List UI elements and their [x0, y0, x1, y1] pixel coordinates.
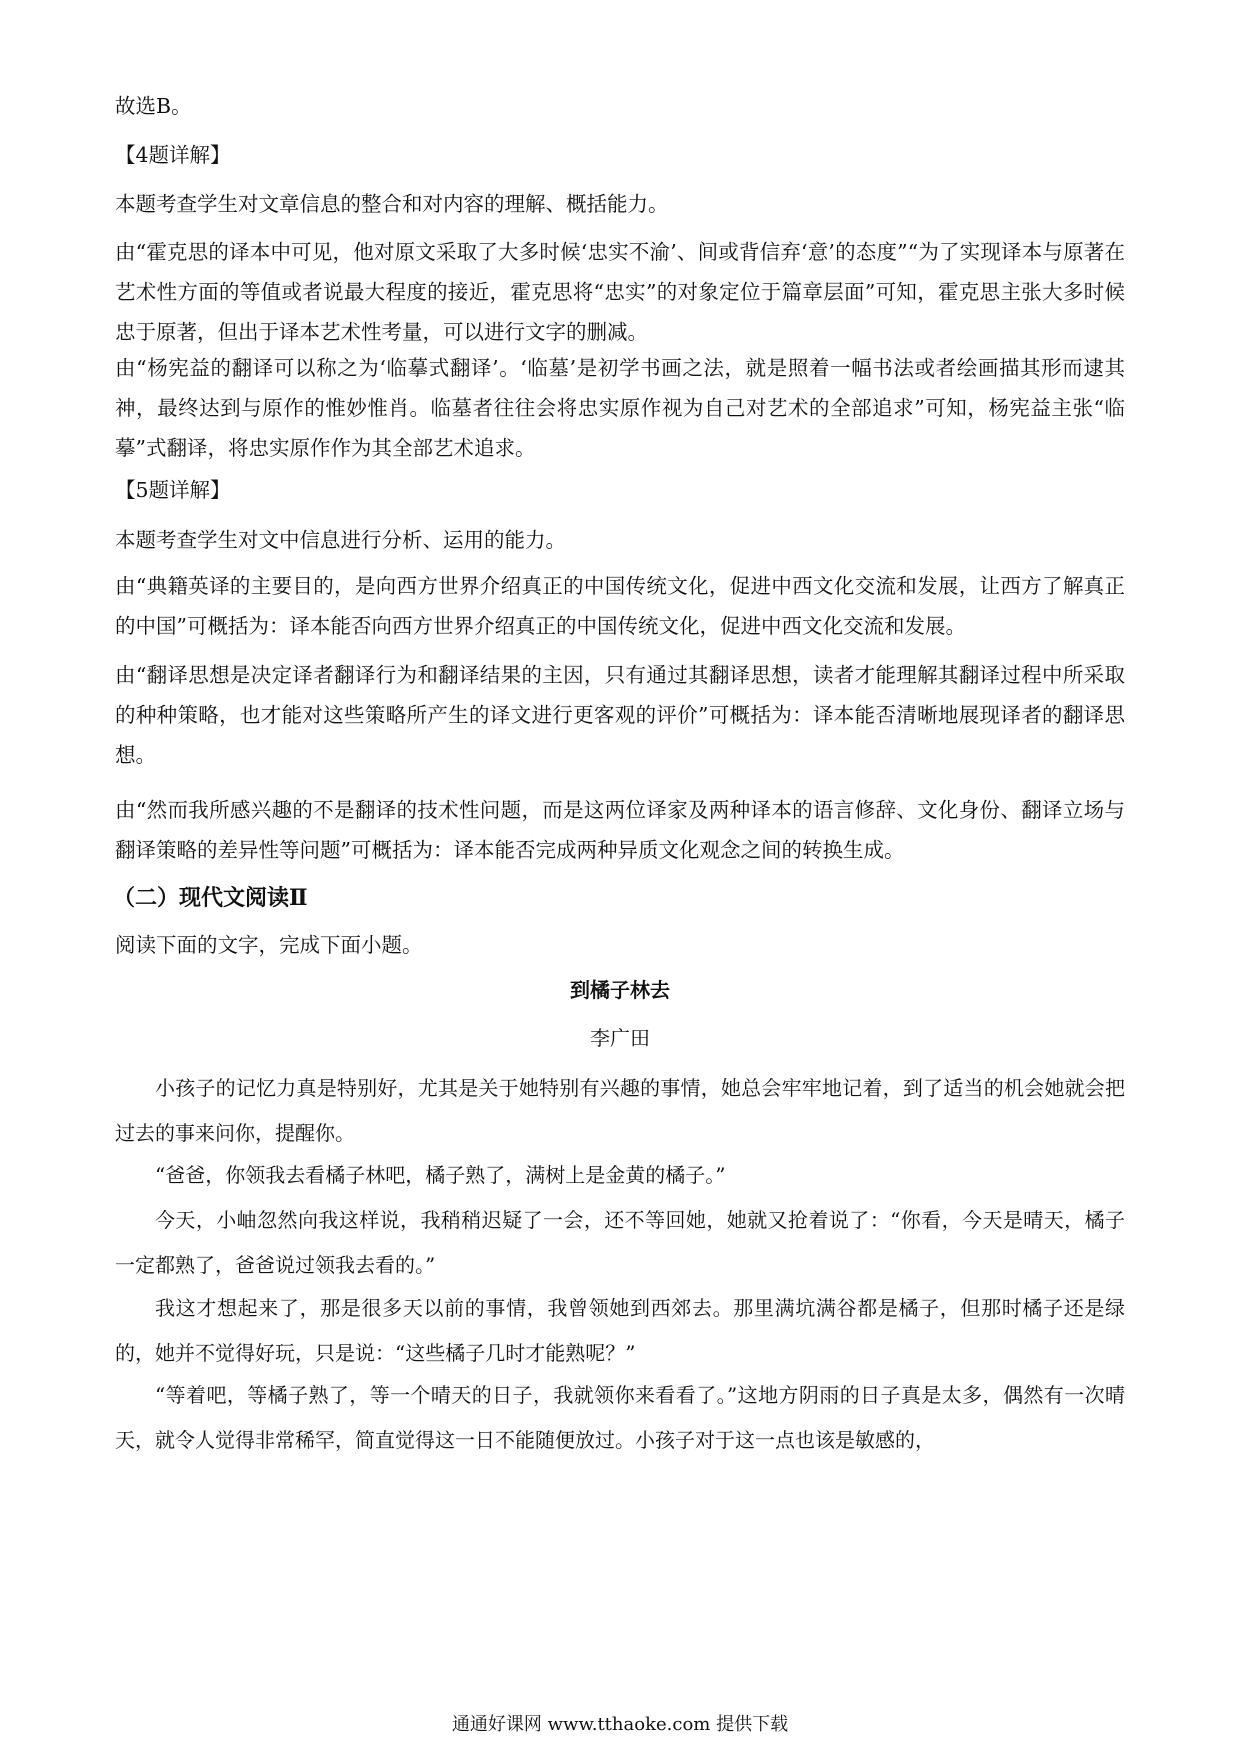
q5-header: 【5题详解】: [115, 478, 231, 502]
answer-line: 故选B。: [115, 94, 192, 118]
q5-paragraph-2: 由“翻译思想是决定译者翻译行为和翻译结果的主因，只有通过其翻译思想，读者才能理解其翻译过程中所采取的种种策略，也才能对这些策略所产生的译文进行更客观的评价”可概括为：译本能否清晰地展现译者的翻译思想。: [115, 663, 1125, 767]
story-paragraph-5: “等着吧，等橘子熟了，等一个晴天的日子，我就领你来看看了。”这地方阴雨的日子真是太多，偶然有一次晴天，就令人觉得非常稀罕，简直觉得这一日不能随便放过。小孩子对于这一点也该是敏感的，: [115, 1383, 1125, 1452]
page-footer: 通通好课网 www.tthaoke.com 提供下载: [451, 1714, 789, 1735]
section-instruction: 阅读下面的文字，完成下面小题。: [115, 933, 423, 957]
story-paragraph-4: 我这才想起来了，那是很多天以前的事情，我曾领她到西郊去。那里满坑满谷都是橘子，但那时橘子还是绿的，她并不觉得好玩，只是说：“这些橘子几时才能熟呢？”: [115, 1296, 1125, 1365]
q5-paragraph-3: 由“然而我所感兴趣的不是翻译的技术性问题，而是这两位译家及两种译本的语言修辞、文化身份、翻译立场与翻译策略的差异性等问题”可概括为：译本能否完成两种异质文化观念之间的转换生成。: [115, 798, 1125, 862]
q4-paragraph-2: 由“杨宪益的翻译可以称之为‘临摹式翻译’。‘临墓’是初学书画之法，就是照着一幅书法或者绘画描其形而逮其神，最终达到与原作的惟妙惟肖。临墓者往往会将忠实原作视为自己对艺术的全部追求”可知，杨宪益主张“临摹”式翻译，将忠实原作作为其全部艺术追求。: [115, 356, 1125, 460]
q4-paragraph-1: 由“霍克思的译本中可见，他对原文采取了大多时候‘忠实不渝’、间或背信弃‘意’的态度”“为了实现译本与原著在艺术性方面的等值或者说最大程度的接近，霍克思将“忠实”的对象定位于篇章层面”可知，霍克思主张大多时候忠于原著，但出于译本艺术性考量，可以进行文字的删减。: [115, 240, 1125, 344]
story-paragraph-1: 小孩子的记忆力真是特别好，尤其是关于她特别有兴趣的事情，她总会牢牢地记着，到了适当的机会她就会把过去的事来问你，提醒你。: [115, 1076, 1125, 1145]
document-page: [115, 0, 1125, 1754]
story-title: 到橘子林去: [570, 978, 670, 1002]
story-author: 李广田: [590, 1026, 650, 1050]
story-paragraph-3: 今天，小岫忽然向我这样说，我稍稍迟疑了一会，还不等回她，她就又抢着说了：“你看，今天是晴天，橘子一定都熟了，爸爸说过领我去看的。”: [115, 1208, 1125, 1277]
section-heading: （二）现代文阅读Ⅱ: [113, 885, 308, 911]
q5-paragraph-1: 由“典籍英译的主要目的，是向西方世界介绍真正的中国传统文化，促进中西文化交流和发展，让西方了解真正的中国”可概括为：译本能否向西方世界介绍真正的中国传统文化，促进中西文化交流和发展。: [115, 574, 1125, 638]
q4-intro: 本题考查学生对文章信息的整合和对内容的理解、概括能力。: [115, 192, 669, 216]
q4-header: 【4题详解】: [115, 143, 231, 167]
story-paragraph-2: “爸爸，你领我去看橘子林吧，橘子熟了，满树上是金黄的橘子。”: [155, 1163, 726, 1187]
q5-intro: 本题考查学生对文中信息进行分析、运用的能力。: [115, 528, 566, 552]
